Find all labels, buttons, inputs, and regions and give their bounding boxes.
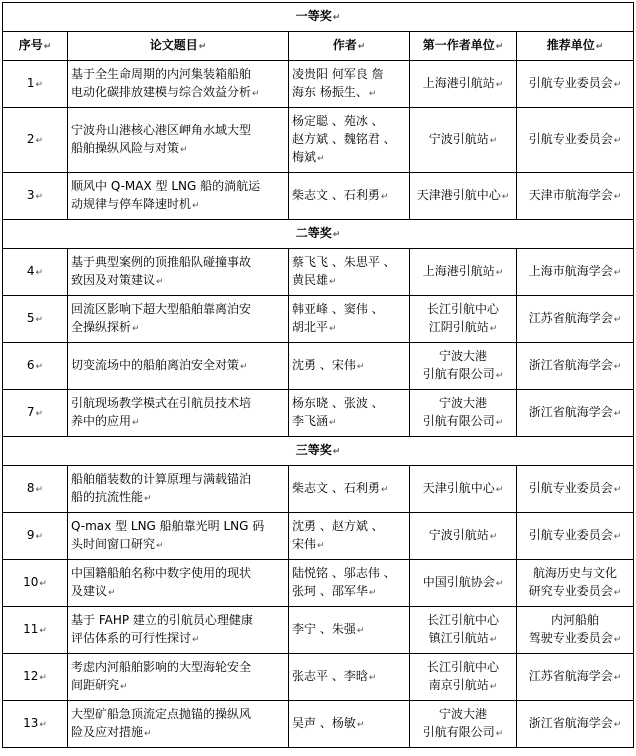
cell-line: 1↵ [26, 76, 44, 90]
cell-line: 10↵ [23, 575, 47, 589]
cell-line: 张珂 、邵军华↵ [292, 584, 377, 598]
paragraph-mark: ↵ [144, 729, 152, 739]
cell-unit [410, 108, 517, 173]
table-row [3, 560, 634, 607]
paragraph-mark: ↵ [368, 89, 377, 99]
table-row [3, 466, 634, 513]
cell-line: 致因及对策建议↵ [71, 273, 164, 287]
paragraph-mark: ↵ [495, 42, 504, 52]
cell-line: 间距研究↵ [71, 678, 128, 692]
cell-line: 李飞涵↵ [292, 414, 337, 428]
cell-line: 宁波引航站↵ [428, 528, 498, 542]
paragraph-mark: ↵ [489, 324, 498, 334]
section-label: 三等奖 [295, 443, 332, 457]
cell-line: 顺风中 Q-MAX 型 LNG 船的淌航运 [71, 179, 261, 193]
cell-line: 及建议↵ [71, 584, 116, 598]
paragraph-mark: ↵ [35, 192, 44, 202]
cell-line: 吴声 、杨敏↵ [292, 716, 365, 730]
paragraph-mark: ↵ [613, 362, 622, 372]
cell-line: 船的抗流性能↵ [71, 490, 152, 504]
paragraph-mark: ↵ [495, 418, 504, 428]
cell-no [3, 607, 68, 654]
cell-line: 浙江省航海学会↵ [528, 405, 622, 419]
cell-no [3, 343, 68, 390]
cell-recommender [517, 607, 634, 654]
section-title [3, 220, 634, 249]
paragraph-mark: ↵ [332, 447, 341, 457]
paragraph-mark: ↵ [198, 42, 207, 52]
cell-line: 海东 杨振生、↵ [292, 85, 377, 99]
header-recommender-label: 推荐单位 [546, 38, 595, 52]
cell-line: 8↵ [26, 481, 44, 495]
cell-authors [289, 61, 410, 108]
table-row [3, 701, 634, 748]
paragraph-mark: ↵ [613, 409, 622, 419]
cell-recommender [517, 701, 634, 748]
cell-title [68, 513, 289, 560]
cell-line: 天津引航中心↵ [422, 481, 504, 495]
cell-line: 引航现场教学模式在引航员技术培 [71, 396, 252, 410]
paragraph-mark: ↵ [132, 418, 140, 428]
awards-table [2, 2, 634, 748]
header-no [3, 32, 68, 61]
cell-no [3, 654, 68, 701]
paragraph-mark: ↵ [495, 268, 504, 278]
cell-line: 电动化碳排放建模与综合效益分析↵ [71, 85, 260, 99]
paragraph-mark: ↵ [144, 494, 152, 504]
table-row [3, 249, 634, 296]
header-unit-label: 第一作者单位 [422, 38, 495, 52]
paragraph-mark: ↵ [35, 532, 44, 542]
section-label: 一等奖 [295, 9, 332, 23]
table-row [3, 607, 634, 654]
cell-line: 船舶艏装数的计算原理与满载锚泊 [71, 472, 252, 486]
cell-recommender [517, 466, 634, 513]
cell-unit [410, 390, 517, 437]
paragraph-mark: ↵ [613, 635, 622, 645]
paragraph-mark: ↵ [35, 80, 44, 90]
section-title [3, 437, 634, 466]
cell-recommender [517, 296, 634, 343]
cell-recommender [517, 249, 634, 296]
cell-line: 宁波大港 [438, 707, 487, 721]
paragraph-mark: ↵ [489, 532, 498, 542]
paragraph-mark: ↵ [489, 682, 498, 692]
cell-line: 柴志文 、石利勇↵ [292, 481, 389, 495]
cell-no [3, 296, 68, 343]
cell-line: 养中的应用↵ [71, 414, 140, 428]
paragraph-mark: ↵ [380, 192, 389, 202]
header-title [68, 32, 289, 61]
cell-line: 蔡飞飞 、朱思平 、 [292, 255, 396, 269]
cell-authors [289, 513, 410, 560]
cell-line: 梅斌↵ [292, 150, 325, 164]
paragraph-mark: ↵ [495, 80, 504, 90]
cell-line: 赵方斌 、魏铭君 、 [292, 132, 396, 146]
cell-title [68, 249, 289, 296]
paragraph-mark: ↵ [613, 532, 622, 542]
cell-line: 宋伟↵ [292, 537, 325, 551]
cell-unit [410, 654, 517, 701]
header-recommender [517, 32, 634, 61]
paragraph-mark: ↵ [35, 362, 44, 372]
cell-line: 大型矿船急顶流定点抛锚的操纵风 [71, 707, 252, 721]
paragraph-mark: ↵ [156, 541, 164, 551]
paragraph-mark: ↵ [35, 268, 44, 278]
paragraph-mark: ↵ [495, 579, 504, 589]
paragraph-mark: ↵ [380, 485, 389, 495]
cell-title [68, 701, 289, 748]
header-title-label: 论文题目 [149, 38, 198, 52]
cell-line: 江苏省航海学会↵ [528, 311, 622, 325]
header-authors [289, 32, 410, 61]
cell-line: 评估体系的可行性探讨↵ [71, 631, 200, 645]
cell-unit [410, 343, 517, 390]
cell-authors [289, 560, 410, 607]
paragraph-mark: ↵ [329, 324, 337, 334]
cell-authors [289, 607, 410, 654]
cell-line: 13↵ [23, 716, 47, 730]
cell-line: 6↵ [26, 358, 44, 372]
cell-title [68, 560, 289, 607]
cell-line: 李宁 、朱强↵ [292, 622, 365, 636]
cell-line: 头时间窗口研究↵ [71, 537, 164, 551]
cell-no [3, 249, 68, 296]
paragraph-mark: ↵ [39, 720, 47, 730]
cell-line: 2↵ [26, 132, 44, 146]
paragraph-mark: ↵ [39, 579, 47, 589]
paragraph-mark: ↵ [495, 729, 504, 739]
paragraph-mark: ↵ [332, 230, 341, 240]
cell-line: 杨东晓 、张波 、 [292, 396, 384, 410]
cell-line: 中国引航协会↵ [422, 575, 504, 589]
paragraph-mark: ↵ [317, 541, 325, 551]
cell-unit [410, 466, 517, 513]
cell-line: 张志平 、李晗↵ [292, 669, 377, 683]
cell-title [68, 343, 289, 390]
cell-line: 韩亚峰 、窦伟 、 [292, 302, 384, 316]
cell-unit [410, 249, 517, 296]
section-row [3, 3, 634, 32]
cell-line: 中国籍船舶名称中数字使用的现状 [71, 566, 252, 580]
cell-line: 3↵ [26, 188, 44, 202]
cell-line: 引航专业委员会↵ [528, 528, 622, 542]
cell-line: 胡北平↵ [292, 320, 337, 334]
cell-authors [289, 466, 410, 513]
paragraph-mark: ↵ [252, 89, 260, 99]
paragraph-mark: ↵ [613, 80, 622, 90]
header-authors-label: 作者 [332, 38, 357, 52]
cell-line: 浙江省航海学会↵ [528, 358, 622, 372]
cell-line: 引航专业委员会↵ [528, 76, 622, 90]
cell-line: 5↵ [26, 311, 44, 325]
paragraph-mark: ↵ [332, 13, 341, 23]
paragraph-mark: ↵ [192, 635, 200, 645]
cell-line: 黄民雄↵ [292, 273, 337, 287]
paragraph-mark: ↵ [489, 635, 498, 645]
paragraph-mark: ↵ [132, 324, 140, 334]
cell-line: 基于典型案例的顶推船队碰撞事故 [71, 255, 252, 269]
cell-line: 陆悦铭 、邬志伟 、 [292, 566, 396, 580]
paragraph-mark: ↵ [595, 42, 604, 52]
cell-line: 切变流场中的船舶离泊安全对策↵ [71, 358, 248, 372]
cell-recommender [517, 513, 634, 560]
cell-line: 上海港引航站↵ [422, 264, 504, 278]
cell-authors [289, 296, 410, 343]
cell-line: 天津市航海学会↵ [528, 188, 622, 202]
paragraph-mark: ↵ [613, 315, 622, 325]
cell-authors [289, 173, 410, 220]
paragraph-mark: ↵ [120, 682, 128, 692]
cell-line: 险及应对措施↵ [71, 725, 152, 739]
cell-line: 研究专业委员会↵ [528, 584, 622, 598]
cell-line: 宁波舟山港核心港区岬角水域大型 [71, 123, 252, 137]
cell-recommender [517, 654, 634, 701]
cell-line: 上海港引航站↵ [422, 76, 504, 90]
cell-line: 上海市航海学会↵ [528, 264, 622, 278]
cell-no [3, 390, 68, 437]
cell-title [68, 108, 289, 173]
paragraph-mark: ↵ [329, 277, 337, 287]
table-row [3, 296, 634, 343]
paragraph-mark: ↵ [489, 136, 498, 146]
paragraph-mark: ↵ [156, 277, 164, 287]
paragraph-mark: ↵ [192, 201, 200, 211]
cell-line: 长江引航中心 [426, 302, 499, 316]
paragraph-mark: ↵ [368, 588, 377, 598]
cell-authors [289, 390, 410, 437]
table-row [3, 513, 634, 560]
cell-recommender [517, 560, 634, 607]
paragraph-mark: ↵ [613, 192, 622, 202]
paragraph-mark: ↵ [43, 42, 52, 52]
table-row [3, 108, 634, 173]
cell-line: 引航专业委员会↵ [528, 481, 622, 495]
cell-line: 南京引航站↵ [428, 678, 498, 692]
paragraph-mark: ↵ [356, 720, 365, 730]
cell-unit [410, 61, 517, 108]
cell-title [68, 61, 289, 108]
cell-unit [410, 173, 517, 220]
cell-unit [410, 560, 517, 607]
paragraph-mark: ↵ [39, 673, 47, 683]
cell-no [3, 466, 68, 513]
paragraph-mark: ↵ [240, 362, 248, 372]
cell-line: 船舶操纵风险与对策↵ [71, 141, 188, 155]
cell-line: 引航有限公司↵ [422, 367, 504, 381]
paragraph-mark: ↵ [495, 485, 504, 495]
cell-line: 内河船舶 [550, 613, 599, 627]
cell-line: 长江引航中心 [426, 613, 499, 627]
cell-line: 动规律与停车降速时机↵ [71, 197, 200, 211]
paragraph-mark: ↵ [329, 418, 337, 428]
cell-line: 天津港引航中心↵ [416, 188, 510, 202]
paragraph-mark: ↵ [368, 673, 377, 683]
cell-no [3, 61, 68, 108]
cell-no [3, 108, 68, 173]
paragraph-mark: ↵ [613, 485, 622, 495]
cell-authors [289, 249, 410, 296]
paragraph-mark: ↵ [356, 362, 365, 372]
header-unit [410, 32, 517, 61]
cell-unit [410, 607, 517, 654]
header-no-label: 序号 [18, 38, 43, 52]
cell-recommender [517, 390, 634, 437]
header-row [3, 32, 634, 61]
cell-title [68, 466, 289, 513]
cell-unit [410, 701, 517, 748]
paragraph-mark: ↵ [39, 626, 47, 636]
cell-no [3, 701, 68, 748]
cell-title [68, 296, 289, 343]
cell-line: 沈勇 、宋伟↵ [292, 358, 365, 372]
paragraph-mark: ↵ [35, 315, 44, 325]
cell-recommender [517, 61, 634, 108]
paragraph-mark: ↵ [613, 720, 622, 730]
section-label: 二等奖 [295, 226, 332, 240]
cell-line: 宁波大港 [438, 349, 487, 363]
table-row [3, 61, 634, 108]
cell-line: 柴志文 、石利勇↵ [292, 188, 389, 202]
cell-no [3, 560, 68, 607]
section-row [3, 437, 634, 466]
cell-unit [410, 513, 517, 560]
paragraph-mark: ↵ [35, 485, 44, 495]
cell-line: 9↵ [26, 528, 44, 542]
cell-line: 7↵ [26, 405, 44, 419]
table-row [3, 390, 634, 437]
cell-line: 浙江省航海学会↵ [528, 716, 622, 730]
cell-line: 长江引航中心 [426, 660, 499, 674]
cell-line: 引航有限公司↵ [422, 725, 504, 739]
paragraph-mark: ↵ [180, 145, 188, 155]
paragraph-mark: ↵ [357, 42, 366, 52]
cell-line: 基于 FAHP 建立的引航员心理健康 [71, 613, 253, 627]
cell-unit [410, 296, 517, 343]
cell-authors [289, 343, 410, 390]
cell-no [3, 173, 68, 220]
paragraph-mark: ↵ [108, 588, 116, 598]
paragraph-mark: ↵ [35, 136, 44, 146]
cell-line: 11↵ [23, 622, 47, 636]
cell-line: 考虑内河船舶影响的大型海轮安全 [71, 660, 252, 674]
paragraph-mark: ↵ [495, 371, 504, 381]
cell-line: 驾驶专业委员会↵ [528, 631, 622, 645]
cell-line: 引航专业委员会↵ [528, 132, 622, 146]
cell-authors [289, 701, 410, 748]
cell-line: 12↵ [23, 669, 47, 683]
cell-line: 江阴引航站↵ [428, 320, 498, 334]
cell-line: 回流区影响下超大型船舶靠离泊安 [71, 302, 252, 316]
cell-line: 宁波引航站↵ [428, 132, 498, 146]
cell-line: 4↵ [26, 264, 44, 278]
cell-line: Q-max 型 LNG 船舶靠光明 LNG 码 [71, 519, 265, 533]
cell-line: 镇江引航站↵ [428, 631, 498, 645]
cell-authors [289, 108, 410, 173]
cell-recommender [517, 173, 634, 220]
paragraph-mark: ↵ [613, 673, 622, 683]
cell-line: 基于全生命周期的内河集装箱船舶 [71, 67, 252, 81]
cell-line: 沈勇 、赵方斌 、 [292, 519, 384, 533]
section-title [3, 3, 634, 32]
table-row [3, 654, 634, 701]
cell-line: 全操纵探析↵ [71, 320, 140, 334]
cell-line: 航海历史与文化 [532, 566, 617, 580]
cell-title [68, 173, 289, 220]
cell-line: 凌贵阳 何军良 詹 [292, 67, 384, 81]
cell-no [3, 513, 68, 560]
cell-title [68, 654, 289, 701]
cell-title [68, 390, 289, 437]
cell-title [68, 607, 289, 654]
paragraph-mark: ↵ [613, 136, 622, 146]
cell-line: 江苏省航海学会↵ [528, 669, 622, 683]
paragraph-mark: ↵ [317, 154, 325, 164]
paragraph-mark: ↵ [613, 268, 622, 278]
cell-line: 杨定聪 、苑冰 、 [292, 114, 384, 128]
cell-line: 宁波大港 [438, 396, 487, 410]
paragraph-mark: ↵ [613, 588, 622, 598]
table-row [3, 343, 634, 390]
paragraph-mark: ↵ [356, 626, 365, 636]
paragraph-mark: ↵ [35, 409, 44, 419]
section-row [3, 220, 634, 249]
cell-authors [289, 654, 410, 701]
cell-recommender [517, 108, 634, 173]
cell-line: 引航有限公司↵ [422, 414, 504, 428]
paragraph-mark: ↵ [501, 192, 510, 202]
cell-recommender [517, 343, 634, 390]
table-row [3, 173, 634, 220]
awards-table-body [3, 3, 634, 748]
